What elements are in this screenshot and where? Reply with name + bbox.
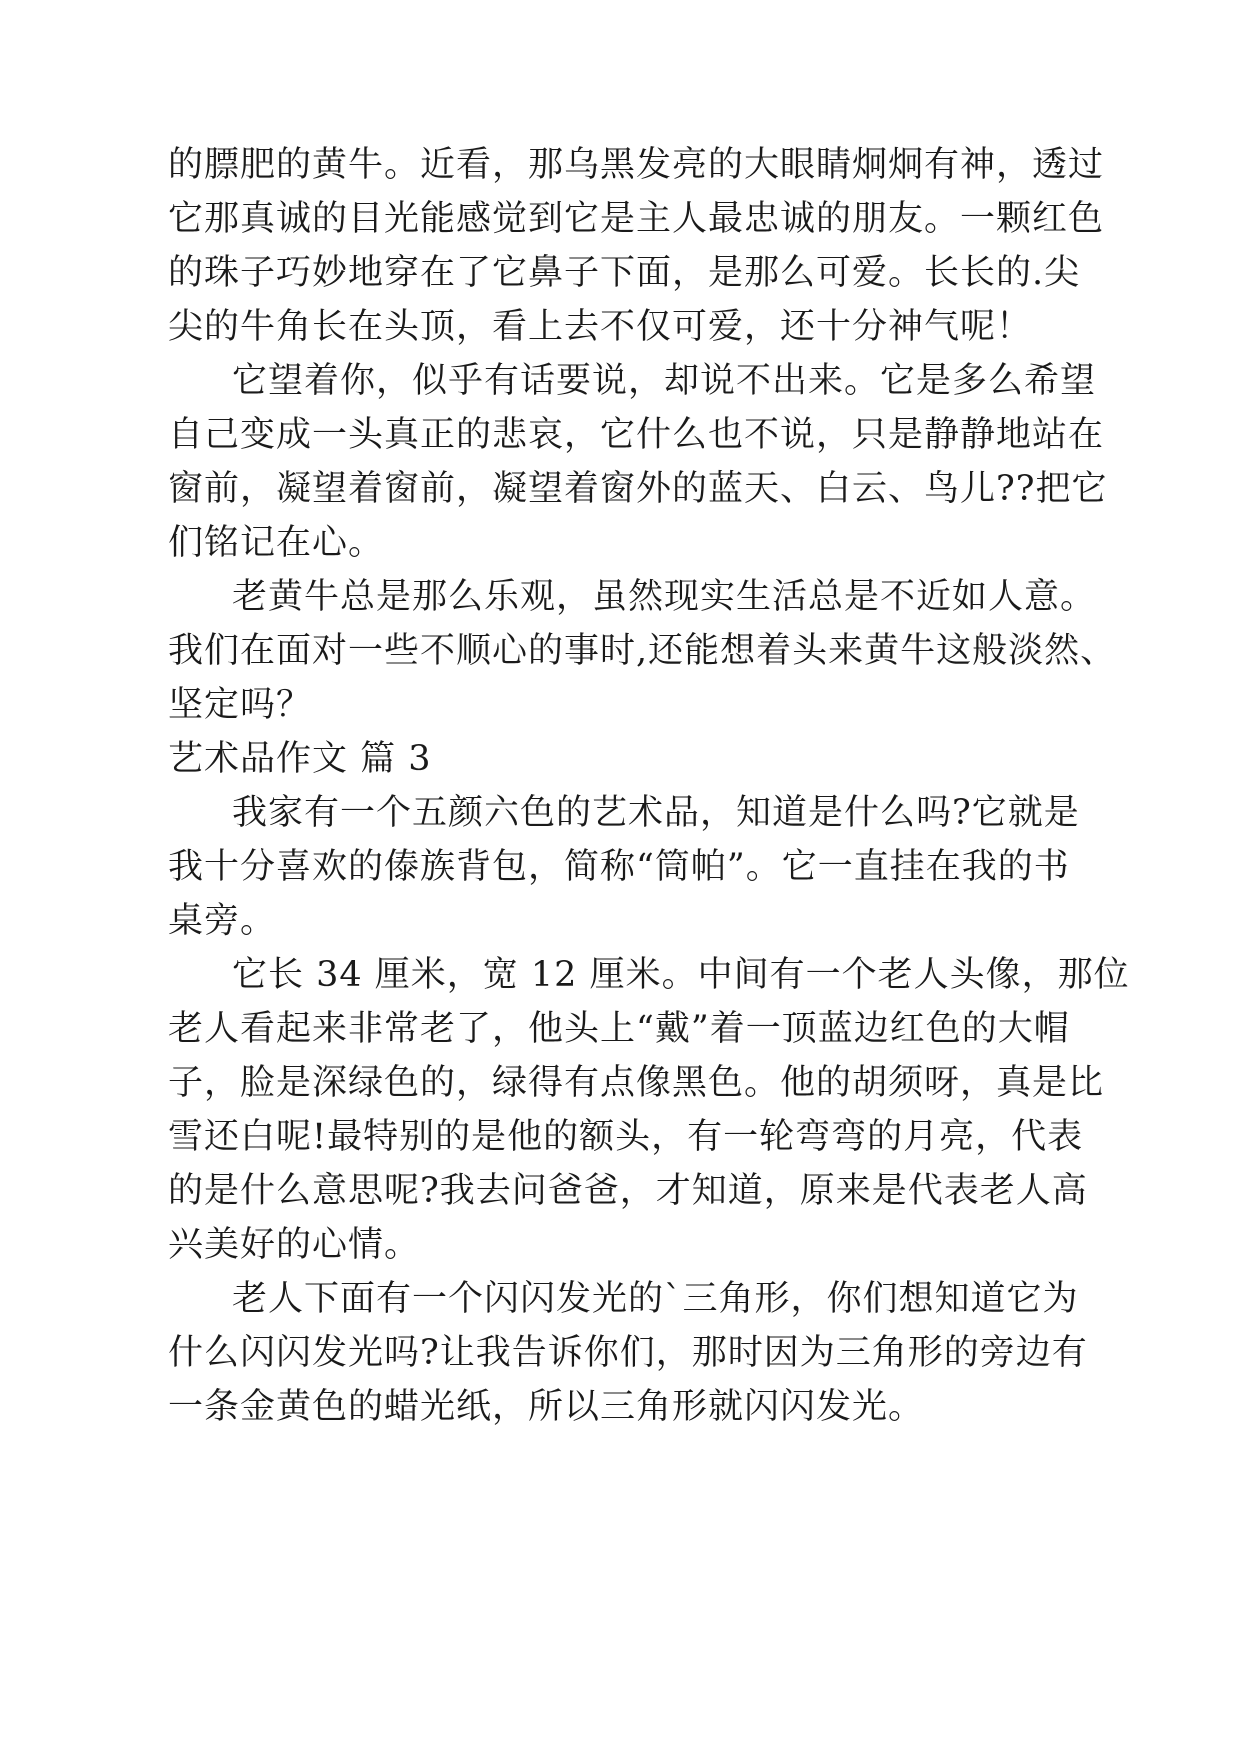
text-line: 的是什么意思呢?我去问爸爸，才知道，原来是代表老人高	[168, 1171, 1088, 1211]
paragraph-first-line: 老黄牛总是那么乐观，虽然现实生活总是不近如人意。	[232, 577, 1097, 617]
section-heading: 艺术品作文 篇 3	[168, 739, 432, 779]
text-line: 自己变成一头真正的悲哀，它什么也不说，只是静静地站在	[168, 415, 1105, 455]
paragraph-first-line: 老人下面有一个闪闪发光的`三角形，你们想知道它为	[232, 1279, 1079, 1319]
text-line: 的珠子巧妙地穿在了它鼻子下面，是那么可爱。长长的.尖	[168, 253, 1081, 293]
text-line: 们铭记在心。	[168, 523, 385, 563]
text-line: 我们在面对一些不顺心的事时,还能想着头来黄牛这般淡然、	[168, 631, 1117, 671]
text-line: 老人看起来非常老了，他头上“戴”着一顶蓝边红色的大帽	[168, 1009, 1070, 1049]
text-line: 它那真诚的目光能感觉到它是主人最忠诚的朋友。一颗红色	[168, 199, 1105, 239]
text-line: 一条金黄色的蜡光纸，所以三角形就闪闪发光。	[168, 1387, 925, 1427]
paragraph-first-line: 它长 34 厘米，宽 12 厘米。中间有一个老人头像，那位	[232, 955, 1130, 995]
paragraph-first-line: 它望着你，似乎有话要说，却说不出来。它是多么希望	[232, 361, 1097, 401]
text-line: 子，脸是深绿色的，绿得有点像黑色。他的胡须呀，真是比	[168, 1063, 1105, 1103]
paragraph-first-line: 我家有一个五颜六色的艺术品，知道是什么吗?它就是	[232, 793, 1080, 833]
text-line: 雪还白呢!最特别的是他的额头，有一轮弯弯的月亮，代表	[168, 1117, 1084, 1157]
text-line: 的膘肥的黄牛。近看，那乌黑发亮的大眼睛炯炯有神，透过	[168, 145, 1105, 185]
text-line: 兴美好的心情。	[168, 1225, 421, 1265]
text-line: 什么闪闪发光吗?让我告诉你们，那时因为三角形的旁边有	[168, 1333, 1088, 1373]
text-line: 桌旁。	[168, 901, 277, 941]
text-line: 窗前，凝望着窗前，凝望着窗外的蓝天、白云、鸟儿??把它	[168, 469, 1108, 509]
text-line: 尖的牛角长在头顶，看上去不仅可爱，还十分神气呢！	[168, 307, 1033, 347]
text-line: 坚定吗？	[168, 685, 313, 725]
text-line: 我十分喜欢的傣族背包，简称“筒帕”。它一直挂在我的书	[168, 847, 1070, 887]
